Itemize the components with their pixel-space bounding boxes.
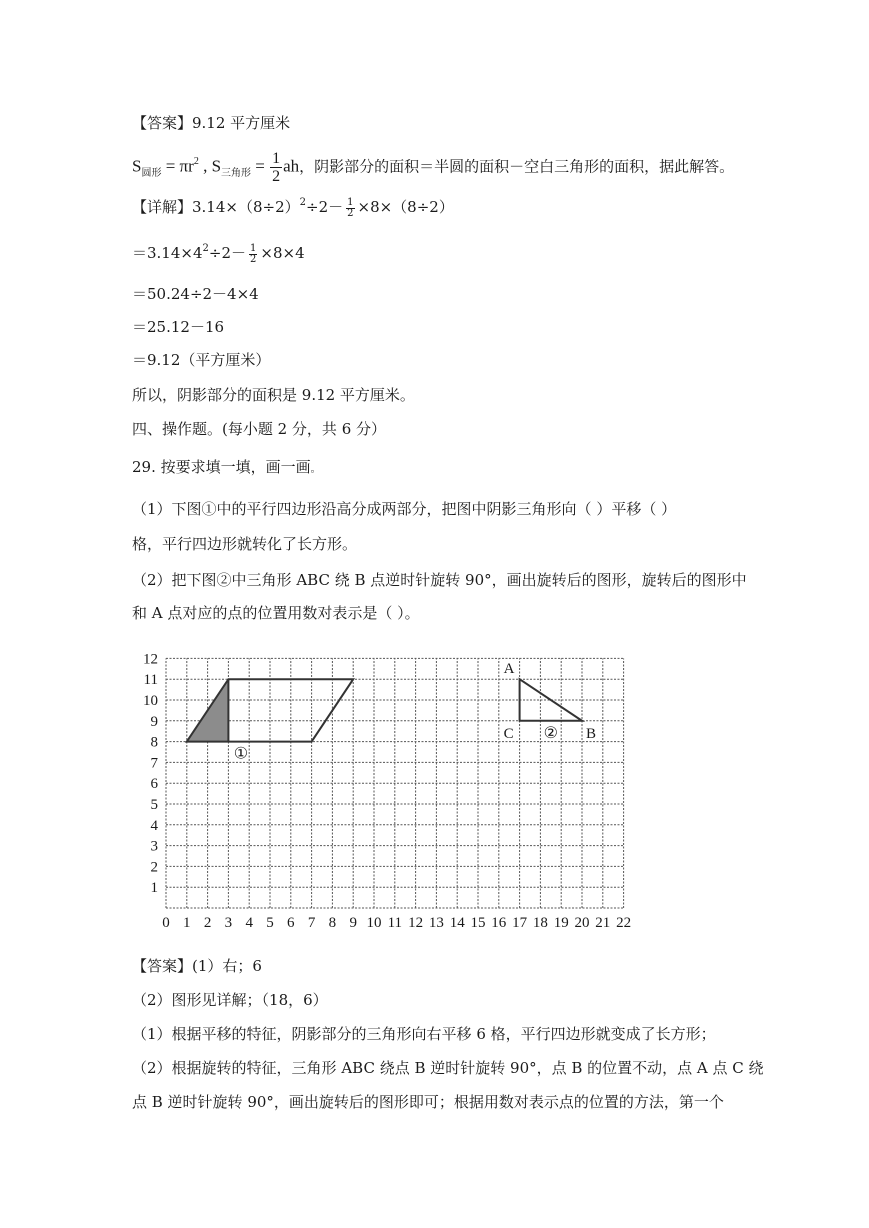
x-tick-label: 18 bbox=[532, 915, 548, 931]
x-tick-label: 9 bbox=[349, 915, 357, 931]
y-tick-label: 7 bbox=[150, 755, 158, 772]
formula-pi-r: = πr bbox=[161, 156, 194, 176]
x-tick-label: 20 bbox=[574, 915, 590, 931]
step1-frac-den: 2 bbox=[250, 253, 257, 265]
x-tick-label: 4 bbox=[245, 915, 253, 931]
answer-29-part2: （2）图形见详解；（18，6） bbox=[132, 991, 328, 1009]
question-29-part2-b: 和 A 点对应的点的位置用数对表示是（ ）。 bbox=[132, 604, 420, 622]
x-tick-label: 0 bbox=[162, 915, 170, 931]
x-tick-label: 12 bbox=[408, 915, 424, 931]
label-point-a: A bbox=[503, 661, 515, 678]
step1-fraction bbox=[249, 244, 257, 265]
y-tick-label: 1 bbox=[150, 880, 158, 897]
step-4: ＝9.12（平方厘米） bbox=[132, 351, 271, 369]
detail-frac-num: 1 bbox=[347, 196, 354, 208]
detail-frac-den: 2 bbox=[347, 207, 354, 219]
x-tick-label: 6 bbox=[287, 915, 295, 931]
step1-part-b: ÷2－ bbox=[208, 244, 247, 262]
formula-frac-den: 2 bbox=[272, 168, 281, 185]
coordinate-grid-figure bbox=[132, 640, 652, 940]
y-tick-label: 5 bbox=[150, 797, 158, 813]
x-tick-label: 19 bbox=[553, 915, 569, 931]
x-tick-label: 1 bbox=[183, 915, 191, 931]
x-tick-label: 3 bbox=[224, 915, 233, 931]
formula-sep: , S bbox=[198, 156, 222, 176]
formula-frac-num: 1 bbox=[272, 150, 281, 167]
question-29-part2-a: （2）把下图②中三角形 ABC 绕 B 点逆时针旋转 90°，画出旋转后的图形，旋转后的图形中 bbox=[132, 571, 747, 589]
formula-sub-circle: 圆形 bbox=[141, 168, 162, 180]
formula-ah: ah bbox=[283, 156, 300, 176]
y-tick-label: 12 bbox=[143, 651, 158, 668]
step1-part-a: ＝3.14×4 bbox=[132, 244, 203, 262]
x-tick-label: 5 bbox=[266, 915, 274, 931]
label-figure-2: ② bbox=[543, 724, 558, 742]
y-tick-label: 9 bbox=[150, 713, 158, 730]
label-point-b: B bbox=[586, 725, 597, 742]
label-figure-1: ① bbox=[233, 745, 249, 763]
detail-sup: 2 bbox=[299, 197, 306, 208]
x-tick-label: 8 bbox=[328, 915, 337, 931]
question-29-text: 29. 按要求填一填，画一画 bbox=[132, 458, 311, 476]
detail-fraction bbox=[346, 198, 354, 219]
y-tick-label: 6 bbox=[150, 776, 158, 793]
formula-eq: = bbox=[251, 156, 270, 176]
section-heading: 四、操作题。(每小题 2 分，共 6 分） bbox=[132, 420, 387, 438]
answer-heading: 【答案】9.12 平方厘米 bbox=[132, 114, 291, 132]
explanation-29-part2-b: 点 B 逆时针旋转 90°，画出旋转后的图形即可；根据用数对表示点的位置的方法，第一个 bbox=[132, 1093, 724, 1111]
y-tick-label: 8 bbox=[150, 734, 158, 751]
detail-part-a: 【详解】3.14×（8÷2） bbox=[132, 198, 300, 216]
step1-part-c: ×8×4 bbox=[260, 244, 305, 262]
formula-fraction bbox=[270, 150, 282, 185]
step1-sup: 2 bbox=[202, 243, 209, 254]
x-tick-label: 15 bbox=[470, 915, 486, 931]
formula-sup-2: 2 bbox=[193, 156, 199, 168]
explanation-29-part1: （1）根据平移的特征，阴影部分的三角形向右平移 6 格，平行四边形就变成了长方形； bbox=[132, 1025, 716, 1043]
y-tick-label: 3 bbox=[150, 838, 158, 855]
x-tick-label: 2 bbox=[203, 915, 212, 931]
question-29-part1-a: （1）下图①中的平行四边形沿高分成两部分，把图中阴影三角形向（ ）平移（ ） bbox=[132, 500, 677, 518]
x-tick-label: 21 bbox=[595, 915, 611, 931]
x-tick-label: 16 bbox=[491, 915, 507, 931]
step-2: ＝50.24÷2－4×4 bbox=[132, 285, 259, 303]
step-3: ＝25.12－16 bbox=[132, 318, 225, 336]
x-tick-label: 10 bbox=[366, 915, 382, 931]
y-tick-label: 4 bbox=[150, 817, 158, 834]
step-1 bbox=[132, 243, 305, 266]
answer-29-part1: 【答案】(1）右；6 bbox=[132, 957, 262, 975]
explanation-29-part2-a: （2）根据旋转的特征，三角形 ABC 绕点 B 逆时针旋转 90°，点 B 的位置不动，点 A 点 C 绕 bbox=[132, 1059, 764, 1077]
question-29-dot: 。 bbox=[310, 464, 321, 475]
conclusion: 所以，阴影部分的面积是 9.12 平方厘米。 bbox=[132, 386, 415, 404]
x-tick-label: 17 bbox=[512, 915, 528, 931]
y-tick-label: 11 bbox=[143, 672, 158, 689]
formula-sub-triangle: 三角形 bbox=[221, 168, 252, 180]
area-formula-line bbox=[132, 150, 734, 185]
label-point-c: C bbox=[503, 725, 514, 742]
x-tick-label: 7 bbox=[307, 915, 316, 931]
step1-frac-num: 1 bbox=[250, 242, 257, 254]
x-tick-label: 13 bbox=[428, 915, 444, 931]
x-tick-label: 22 bbox=[616, 915, 632, 931]
formula-explanation: ，阴影部分的面积＝半圆的面积－空白三角形的面积，据此解答。 bbox=[299, 157, 735, 176]
detail-line bbox=[132, 197, 454, 220]
question-29-part1-b: 格，平行四边形就转化了长方形。 bbox=[132, 535, 358, 553]
x-tick-label: 14 bbox=[449, 915, 465, 931]
y-tick-label: 10 bbox=[143, 693, 158, 709]
x-tick-label: 11 bbox=[387, 915, 403, 931]
question-29 bbox=[132, 457, 321, 480]
formula-s-circle: S bbox=[132, 156, 142, 176]
detail-part-c: ×8×（8÷2） bbox=[357, 198, 454, 216]
detail-part-b: ÷2－ bbox=[306, 198, 344, 216]
grid-svg bbox=[132, 640, 652, 936]
y-tick-label: 2 bbox=[150, 859, 158, 876]
